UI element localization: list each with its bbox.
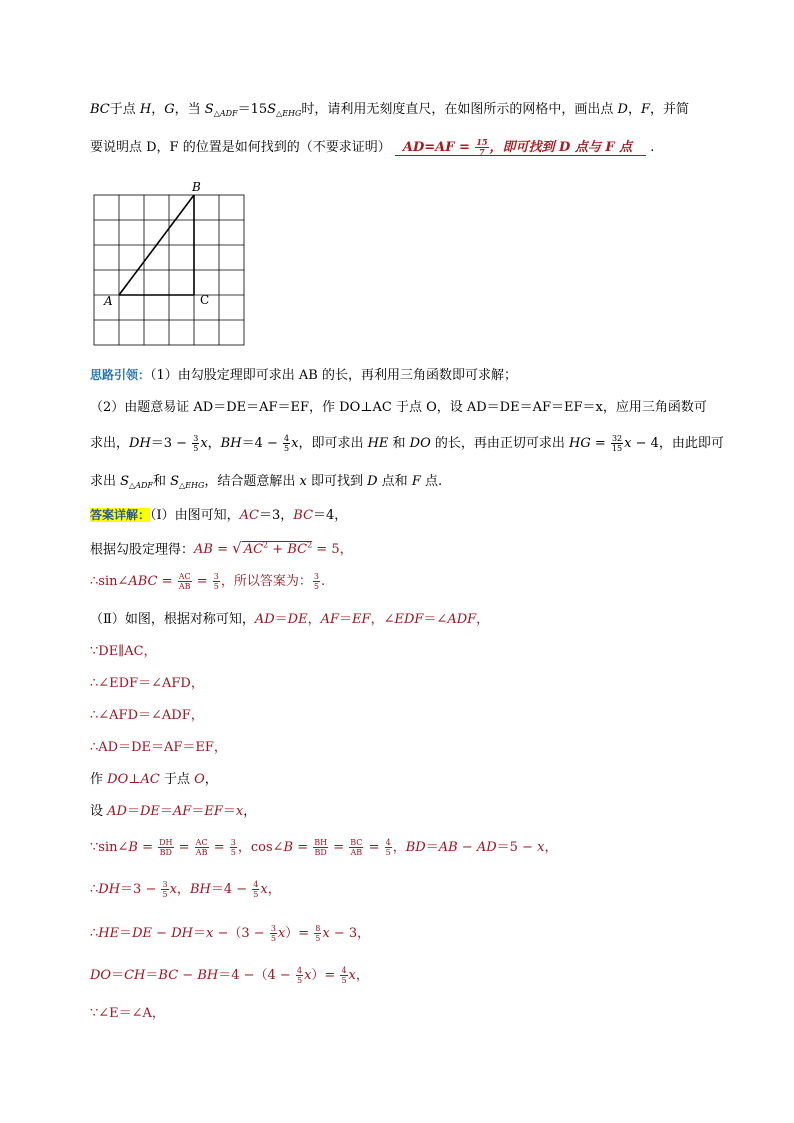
solution-line-2: 根据勾股定理得：AB = √ $AC^2 + BC^2 = 5$， [90, 539, 353, 558]
grid-lines [94, 195, 244, 345]
label-a: A [104, 294, 113, 308]
guide-part-1: （1）由勾股定理即可求出 AB 的长，再利用三角函数即可求解； [150, 368, 517, 383]
solution-line-1: 答案详解：（Ⅰ）由图可知，AC＝3，BC＝4， [90, 508, 348, 523]
guide-line-2: （2）由题意易证 AD＝DE＝AF＝EF，作 DO⊥AC 于点 O，设 AD＝DE＝AF＝EF＝x，应用三角函数可 [90, 400, 707, 415]
solution-line-4: （Ⅱ）如图，根据对称可知，AD＝DE，AF＝EF，∠EDF＝∠ADF， [90, 612, 490, 627]
solution-line-9: 作 DO⊥AC 于点 O， [90, 772, 218, 787]
grid-figure [90, 178, 250, 348]
solution-label: 答案详解： [90, 508, 151, 522]
solution-line-8: ∴AD＝DE＝AF＝EF， [90, 740, 227, 755]
period: . [650, 140, 655, 155]
solution-line-5: ∵DE∥AC， [90, 644, 157, 659]
solution-line-7: ∴∠AFD＝∠ADF， [90, 708, 204, 723]
solution-line-3: ∴sin∠ABC = $\frac{AC}{AB}$ = $\frac{3}{5}$ ，所以答案为： $\frac{3}{5}$ . [90, 572, 326, 591]
problem-line-2 [90, 138, 724, 158]
solution-line-11: ∵sin∠B = $\frac{DH}{BD}$ = $\frac{AC}{AB}$ = $\frac{3}{5}$ ，cos∠B = $\frac{BH}{BD}$ = $\frac{BC}{AB}$ = $\frac{4}{5}$ ，BD＝AB − AD＝5 − x， [90, 838, 558, 857]
guide-label: 思路引领： [90, 368, 151, 382]
solution-line-10: 设 AD＝DE＝AF＝EF＝x， [90, 804, 257, 819]
label-c: C [200, 293, 210, 307]
problem-line-1: BC于点 H，G，当 $S_{\triangle ADF}=15S_{\triangle EHG}$时，请利用无刻度直尺，在如图所示的网格中，画出点 D，F，并简 [90, 102, 690, 118]
solution-line-12: ∴DH＝3 − $\frac{3}{5}$ x，BH＝4 − $\frac{4}{5}$ x， [90, 880, 281, 899]
guide-line-3: 求出，DH＝3 − $\frac{3}{5}$ x，BH＝4 − $\frac{4}{5}$ x，即可求出 HE 和 DO 的长，再由正切可求出 HG = $\frac{32}{15}$ x − 4，由此即可 [90, 434, 724, 453]
solution-line-6: ∴∠EDF＝∠AFD， [90, 676, 204, 691]
label-b: B [192, 180, 201, 194]
answer-blank: AD=AF = $\frac{15}{7}$ ，即可找到 D 点与 F 点 [395, 140, 646, 156]
solution-line-14: DO＝CH＝BC − BH＝4 −（4 − $\frac{4}{5}$ x）= $\frac{4}{5}$ x， [90, 966, 369, 985]
solution-line-15: ∵∠E＝∠A， [90, 1006, 165, 1021]
guide-line-4: 求出 $S_{\triangle ADF}$和 $S_{\triangle EHG}$，结合题意解出 x 即可找到 D 点和 F 点. [90, 474, 443, 490]
guide-line-1 [90, 365, 724, 386]
solution-line-13: ∴HE＝DE − DH＝x −（3 − $\frac{3}{5}$ x）= $\frac{8}{5}$ x − 3， [90, 924, 371, 943]
problem-text: 要说明点 D，F 的位置是如何找到的（不要求证明） [90, 140, 391, 155]
